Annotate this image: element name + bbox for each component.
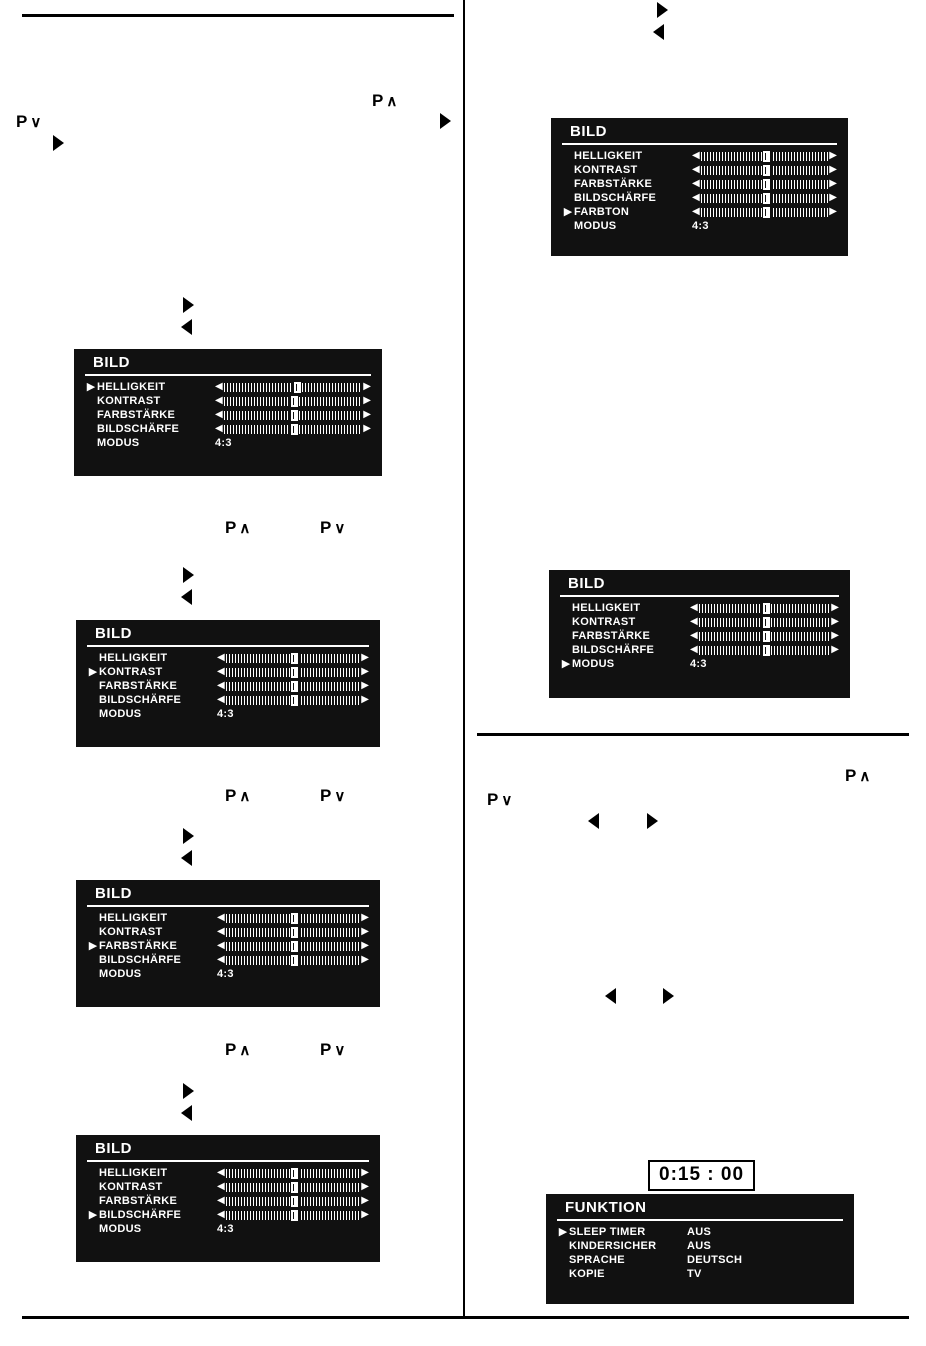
osd-item-label: BILDSCHÄRFE [99,694,182,706]
right-arrow-key [663,988,674,1004]
selection-cursor-icon: ▶ [88,1208,98,1221]
slider-left-arrow-icon[interactable]: ◀ [692,150,700,161]
osd-item-value: 4:3 [690,658,707,670]
key-letter: P [487,790,499,809]
slider-knob[interactable] [290,410,299,421]
slider-right-arrow-icon[interactable]: ▶ [829,192,837,203]
osd-menu-title: BILD [570,123,607,140]
osd-title-divider [87,1160,369,1162]
slider-right-arrow-icon[interactable]: ▶ [829,206,837,217]
key-letter: P [845,766,857,785]
osd-slider[interactable] [215,424,371,435]
osd-menu-title: BILD [95,885,132,902]
osd-item-label: BILDSCHÄRFE [97,423,180,435]
key-chevron-icon: ∨ [334,520,346,537]
osd-item-value: AUS [687,1240,712,1252]
slider-track[interactable] [226,1183,361,1192]
key-chevron-icon: ∨ [334,1042,346,1059]
slider-left-arrow-icon[interactable]: ◀ [217,1181,225,1192]
osd-row-list [552,149,847,239]
osd-menu-title: BILD [93,354,130,371]
slider-knob[interactable] [290,695,299,706]
right-arrow-key [440,113,451,129]
slider-knob[interactable] [290,1182,299,1193]
left-arrow-key [653,24,664,40]
osd-menu-item[interactable] [87,1208,369,1222]
p-up-key [372,91,397,111]
slider-right-arrow-icon[interactable]: ▶ [361,666,369,677]
slider-track[interactable] [701,208,829,217]
osd-item-label: MODUS [99,708,142,720]
osd-item-value: 4:3 [692,220,709,232]
osd-slider[interactable] [215,382,371,393]
right-arrow-key [657,2,668,18]
slider-track[interactable] [699,618,831,627]
osd-menu-item[interactable] [85,394,371,408]
osd-item-label: MODUS [99,1223,142,1235]
sleep-timer-readout [648,1160,755,1191]
osd-menu-item[interactable] [87,1166,369,1180]
slider-track[interactable] [226,1211,361,1220]
osd-item-value: DEUTSCH [687,1254,743,1266]
right-arrow-key [53,135,64,151]
osd-slider[interactable] [215,410,371,421]
key-letter: P [225,1040,237,1059]
osd-item-label: HELLIGKEIT [572,602,641,614]
osd-menu-item[interactable] [562,191,837,205]
slider-knob[interactable] [293,382,302,393]
slider-left-arrow-icon[interactable]: ◀ [217,954,225,965]
slider-knob[interactable] [290,927,299,938]
slider-left-arrow-icon[interactable]: ◀ [217,1195,225,1206]
osd-menu-item[interactable] [87,1180,369,1194]
key-letter: P [320,518,332,537]
osd-slider[interactable] [692,151,837,162]
osd-menu [76,620,380,747]
key-letter: P [320,1040,332,1059]
osd-menu-item[interactable] [87,693,369,707]
slider-right-arrow-icon[interactable]: ▶ [831,602,839,613]
osd-menu-item[interactable] [85,408,371,422]
osd-item-label: FARBTON [574,206,630,218]
osd-menu-item[interactable] [562,219,837,233]
osd-menu-item[interactable] [557,1225,843,1239]
slider-left-arrow-icon[interactable]: ◀ [217,666,225,677]
osd-item-label: SLEEP TIMER [569,1226,646,1238]
osd-menu-item[interactable] [87,967,369,981]
section-rule [477,733,909,736]
osd-item-label: HELLIGKEIT [99,912,168,924]
osd-slider[interactable] [217,1182,369,1193]
osd-menu-title: BILD [95,1140,132,1157]
osd-slider[interactable] [217,955,369,966]
slider-knob[interactable] [290,1210,299,1221]
column-divider [463,0,465,1318]
osd-menu-item[interactable] [560,615,839,629]
slider-right-arrow-icon[interactable]: ▶ [361,940,369,951]
osd-menu-item[interactable] [87,911,369,925]
osd-slider[interactable] [215,396,371,407]
osd-row-list [75,380,381,456]
osd-item-label: KOPIE [569,1268,605,1280]
osd-title-divider [85,374,371,376]
osd-title-divider [557,1219,843,1221]
slider-knob[interactable] [290,681,299,692]
osd-item-label: KONTRAST [99,1181,163,1193]
osd-item-label: BILDSCHÄRFE [99,954,182,966]
slider-track[interactable] [226,942,361,951]
osd-slider[interactable] [692,207,837,218]
p-down-key [320,518,345,538]
slider-knob[interactable] [762,603,771,614]
osd-item-label: FARBSTÄRKE [99,940,178,952]
p-down-key [320,1040,345,1060]
osd-item-label: MODUS [574,220,617,232]
osd-slider[interactable] [217,1168,369,1179]
slider-track[interactable] [224,411,363,420]
osd-menu [551,118,848,256]
slider-right-arrow-icon[interactable]: ▶ [363,423,371,434]
osd-item-label: KONTRAST [97,395,161,407]
selection-cursor-icon: ▶ [88,665,98,678]
right-arrow-key [183,1083,194,1099]
slider-knob[interactable] [290,913,299,924]
slider-knob[interactable] [290,667,299,678]
osd-slider[interactable] [217,681,369,692]
selection-cursor-icon: ▶ [563,205,573,218]
osd-menu-item[interactable] [87,707,369,721]
key-chevron-icon: ∨ [501,792,513,809]
osd-title-divider [560,595,839,597]
selection-cursor-icon: ▶ [561,657,571,670]
slider-left-arrow-icon[interactable]: ◀ [217,694,225,705]
slider-left-arrow-icon[interactable]: ◀ [692,192,700,203]
slider-right-arrow-icon[interactable]: ▶ [829,178,837,189]
slider-track[interactable] [701,152,829,161]
slider-right-arrow-icon[interactable]: ▶ [361,912,369,923]
slider-right-arrow-icon[interactable]: ▶ [361,1167,369,1178]
slider-left-arrow-icon[interactable]: ◀ [217,1167,225,1178]
left-arrow-key [605,988,616,1004]
osd-item-value: 4:3 [217,1223,234,1235]
slider-track[interactable] [224,425,363,434]
slider-left-arrow-icon[interactable]: ◀ [215,409,223,420]
slider-left-arrow-icon[interactable]: ◀ [690,616,698,627]
osd-item-label: MODUS [99,968,142,980]
slider-knob[interactable] [762,151,771,162]
section-rule [22,1316,909,1319]
slider-knob[interactable] [762,193,771,204]
slider-left-arrow-icon[interactable]: ◀ [217,926,225,937]
slider-right-arrow-icon[interactable]: ▶ [361,1181,369,1192]
slider-right-arrow-icon[interactable]: ▶ [361,926,369,937]
slider-knob[interactable] [290,653,299,664]
osd-slider[interactable] [690,617,839,628]
osd-menu [546,1194,854,1304]
slider-track[interactable] [699,646,831,655]
left-arrow-key [181,1105,192,1121]
osd-menu-item[interactable] [560,657,839,671]
osd-menu-item[interactable] [557,1267,843,1281]
slider-knob[interactable] [762,179,771,190]
osd-title-divider [562,143,837,145]
osd-item-value: TV [687,1268,702,1280]
osd-menu [76,1135,380,1262]
osd-item-label: FARBSTÄRKE [97,409,176,421]
osd-item-label: MODUS [572,658,615,670]
osd-item-label: FARBSTÄRKE [572,630,651,642]
osd-menu-item[interactable] [85,436,371,450]
osd-menu-item[interactable] [87,1194,369,1208]
osd-menu-item[interactable] [87,665,369,679]
left-arrow-key [588,813,599,829]
key-letter: P [372,91,384,110]
slider-left-arrow-icon[interactable]: ◀ [692,178,700,189]
slider-track[interactable] [224,383,363,392]
osd-row-list [77,1166,379,1242]
slider-knob[interactable] [290,1196,299,1207]
key-letter: P [320,786,332,805]
osd-slider[interactable] [692,193,837,204]
osd-menu-item[interactable] [85,380,371,394]
osd-menu [76,880,380,1007]
key-chevron-icon: ∧ [239,1042,251,1059]
slider-right-arrow-icon[interactable]: ▶ [829,150,837,161]
right-arrow-key [647,813,658,829]
osd-menu [549,570,850,698]
right-arrow-key [183,828,194,844]
osd-menu-title: BILD [568,575,605,592]
selection-cursor-icon: ▶ [558,1225,568,1238]
key-letter: P [225,518,237,537]
slider-track[interactable] [226,1197,361,1206]
osd-item-label: KONTRAST [572,616,636,628]
slider-left-arrow-icon[interactable]: ◀ [217,652,225,663]
slider-left-arrow-icon[interactable]: ◀ [215,395,223,406]
osd-item-label: KONTRAST [99,926,163,938]
slider-knob[interactable] [290,396,299,407]
p-up-key [845,766,870,786]
osd-slider[interactable] [217,653,369,664]
slider-left-arrow-icon[interactable]: ◀ [690,602,698,613]
p-down-key [487,790,512,810]
slider-track[interactable] [226,696,361,705]
osd-item-label: MODUS [97,437,140,449]
left-arrow-key [181,850,192,866]
key-letter: P [225,786,237,805]
p-up-key [225,518,250,538]
right-arrow-key [183,567,194,583]
slider-right-arrow-icon[interactable]: ▶ [361,694,369,705]
slider-track[interactable] [224,397,363,406]
osd-slider[interactable] [217,913,369,924]
slider-knob[interactable] [762,165,771,176]
slider-knob[interactable] [762,207,771,218]
left-arrow-key [181,589,192,605]
osd-menu-item[interactable] [85,422,371,436]
key-chevron-icon: ∧ [239,788,251,805]
slider-knob[interactable] [762,645,771,656]
osd-slider[interactable] [217,1210,369,1221]
osd-menu-item[interactable] [87,925,369,939]
key-chevron-icon: ∧ [859,768,871,785]
slider-right-arrow-icon[interactable]: ▶ [361,652,369,663]
osd-menu-title: FUNKTION [565,1199,647,1216]
section-rule [22,14,454,17]
osd-menu-item[interactable] [87,939,369,953]
slider-right-arrow-icon[interactable]: ▶ [361,680,369,691]
slider-track[interactable] [699,632,831,641]
slider-right-arrow-icon[interactable]: ▶ [363,409,371,420]
slider-left-arrow-icon[interactable]: ◀ [217,912,225,923]
osd-slider[interactable] [692,165,837,176]
osd-item-label: SPRACHE [569,1254,625,1266]
osd-item-label: KINDERSICHER [569,1240,657,1252]
osd-slider[interactable] [217,695,369,706]
slider-left-arrow-icon[interactable]: ◀ [692,206,700,217]
osd-item-label: FARBSTÄRKE [99,680,178,692]
osd-slider[interactable] [690,603,839,614]
slider-right-arrow-icon[interactable]: ▶ [831,630,839,641]
key-chevron-icon: ∧ [239,520,251,537]
osd-menu-item[interactable] [87,651,369,665]
slider-track[interactable] [226,654,361,663]
slider-knob[interactable] [290,955,299,966]
osd-menu-item[interactable] [560,629,839,643]
selection-cursor-icon: ▶ [88,939,98,952]
osd-row-list [77,651,379,727]
slider-left-arrow-icon[interactable]: ◀ [217,680,225,691]
key-letter: P [16,112,28,131]
slider-track[interactable] [226,668,361,677]
osd-menu-title: BILD [95,625,132,642]
slider-right-arrow-icon[interactable]: ▶ [363,395,371,406]
slider-track[interactable] [701,194,829,203]
key-chevron-icon: ∨ [30,114,42,131]
osd-title-divider [87,905,369,907]
osd-item-label: BILDSCHÄRFE [99,1209,182,1221]
slider-left-arrow-icon[interactable]: ◀ [215,423,223,434]
slider-knob[interactable] [762,631,771,642]
slider-left-arrow-icon[interactable]: ◀ [690,630,698,641]
slider-right-arrow-icon[interactable]: ▶ [831,616,839,627]
osd-item-label: BILDSCHÄRFE [574,192,657,204]
right-arrow-key [183,297,194,313]
p-up-key [225,1040,250,1060]
p-down-key [320,786,345,806]
osd-menu-item[interactable] [87,679,369,693]
slider-track[interactable] [226,956,361,965]
osd-menu-item[interactable] [557,1239,843,1253]
osd-item-label: HELLIGKEIT [99,1167,168,1179]
sleep-timer-value: 0:15 : 00 [659,1164,745,1185]
osd-menu-item[interactable] [562,163,837,177]
osd-row-list [547,1225,853,1287]
osd-menu-item[interactable] [87,953,369,967]
osd-item-value: 4:3 [217,968,234,980]
osd-menu-item[interactable] [560,643,839,657]
slider-track[interactable] [226,682,361,691]
osd-slider[interactable] [692,179,837,190]
slider-knob[interactable] [762,617,771,628]
osd-row-list [77,911,379,987]
osd-item-label: HELLIGKEIT [97,381,166,393]
osd-slider[interactable] [217,667,369,678]
osd-slider[interactable] [217,941,369,952]
osd-item-label: HELLIGKEIT [574,150,643,162]
slider-right-arrow-icon[interactable]: ▶ [361,1209,369,1220]
osd-slider[interactable] [217,1196,369,1207]
key-chevron-icon: ∧ [386,93,398,110]
slider-right-arrow-icon[interactable]: ▶ [363,381,371,392]
osd-slider[interactable] [690,645,839,656]
p-up-key [225,786,250,806]
osd-slider[interactable] [217,927,369,938]
slider-right-arrow-icon[interactable]: ▶ [361,954,369,965]
selection-cursor-icon: ▶ [86,380,96,393]
osd-item-value: 4:3 [217,708,234,720]
slider-left-arrow-icon[interactable]: ◀ [215,381,223,392]
osd-menu-item[interactable] [562,149,837,163]
slider-left-arrow-icon[interactable]: ◀ [692,164,700,175]
slider-track[interactable] [226,928,361,937]
osd-item-label: FARBSTÄRKE [99,1195,178,1207]
osd-menu-item[interactable] [87,1222,369,1236]
slider-right-arrow-icon[interactable]: ▶ [831,644,839,655]
osd-item-label: KONTRAST [574,164,638,176]
osd-item-value: AUS [687,1226,712,1238]
slider-knob[interactable] [290,1168,299,1179]
osd-title-divider [87,645,369,647]
slider-track[interactable] [226,1169,361,1178]
osd-menu-item[interactable] [560,601,839,615]
osd-item-value: 4:3 [215,437,232,449]
osd-menu-item[interactable] [557,1253,843,1267]
slider-left-arrow-icon[interactable]: ◀ [217,940,225,951]
osd-menu-item[interactable] [562,177,837,191]
slider-track[interactable] [226,914,361,923]
slider-right-arrow-icon[interactable]: ▶ [361,1195,369,1206]
left-arrow-key [181,319,192,335]
slider-knob[interactable] [290,941,299,952]
slider-right-arrow-icon[interactable]: ▶ [829,164,837,175]
osd-slider[interactable] [690,631,839,642]
slider-knob[interactable] [290,424,299,435]
p-down-key [16,112,41,132]
osd-menu-item[interactable] [562,205,837,219]
slider-track[interactable] [699,604,831,613]
slider-track[interactable] [701,166,829,175]
osd-item-label: FARBSTÄRKE [574,178,653,190]
osd-row-list [550,601,849,677]
slider-left-arrow-icon[interactable]: ◀ [690,644,698,655]
slider-left-arrow-icon[interactable]: ◀ [217,1209,225,1220]
osd-item-label: KONTRAST [99,666,163,678]
osd-item-label: HELLIGKEIT [99,652,168,664]
osd-menu [74,349,382,476]
slider-track[interactable] [701,180,829,189]
key-chevron-icon: ∨ [334,788,346,805]
osd-item-label: BILDSCHÄRFE [572,644,655,656]
